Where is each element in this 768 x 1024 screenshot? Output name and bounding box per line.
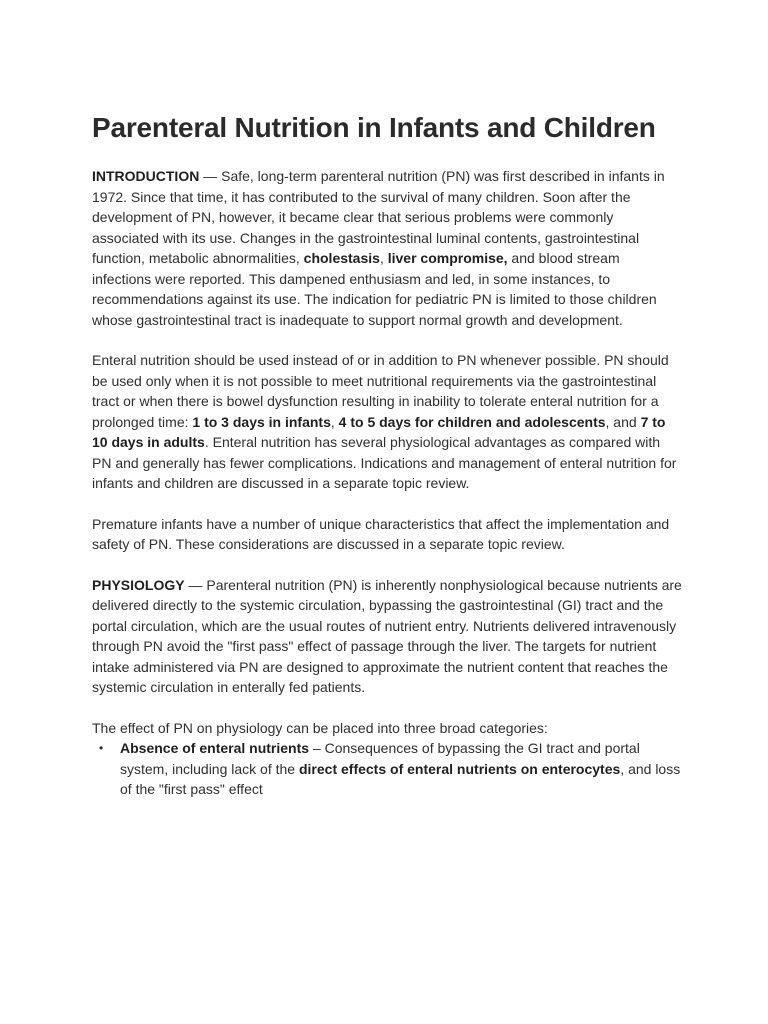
categories-list	[92, 738, 682, 800]
categories-intro-paragraph: The effect of PN on physiology can be placed into three broad categories:	[92, 719, 548, 736]
list-item: • Absence of enteral nutrients – Consequences of bypassing the GI tract and portal system, including lack of the direct effects of enteral nutrients on enterocytes, and loss of the "first pass" effect	[99, 740, 681, 797]
physiology-paragraph: PHYSIOLOGY — Parenteral nutrition (PN) is inherently nonphysiological because nutrients are delivered directly to the systemic circulation, bypassing the gastrointestinal (GI) tract and the portal circulation, which are the usual routes of nutrient entry. Nutrients delivered intravenously through PN avoid the "first pass" effect of passage through the liver. The targets for nutrient intake administered via PN are designed to approximate the nutrient content that reaches the systemic circulation in enterally fed patients.	[92, 576, 682, 695]
page-title: Parenteral Nutrition in Infants and Children	[92, 112, 656, 143]
section-label-introduction: INTRODUCTION	[92, 168, 200, 184]
bullet-icon: •	[99, 741, 104, 755]
enteral-nutrition-paragraph: Enteral nutrition should be used instead of or in addition to PN whenever possible. PN should be used only when it is not possible to meet nutritional requirements via the gastrointestinal tract or when there is bowel dysfunction resulting in inability to tolerate enteral nutrition for a prolonged time: 1 to 3 days in infants, 4 to 5 days for children and adolescents, and 7 to 10 days in adults. Enteral nutrition has several physiological advantages as compared with PN and generally has fewer complications. Indications and management of enteral nutrition for infants and children are discussed in a separate topic review.	[92, 352, 677, 491]
premature-infants-paragraph: Premature infants have a number of unique characteristics that affect the implementation and safety of PN. These considerations are discussed in a separate topic review.	[92, 515, 670, 552]
article-body	[92, 108, 682, 800]
introduction-paragraph: INTRODUCTION — Safe, long-term parenteral nutrition (PN) was first described in infants in 1972. Since that time, it has contributed to the survival of many children. Soon after the development of PN, however, it became clear that serious problems were commonly associated with its use. Changes in the gastrointestinal luminal contents, gastrointestinal function, metabolic abnormalities, cholestasis, liver compromise, and blood stream infections were reported. This dampened enthusiasm and led, in some instances, to recommendations against its use. The indication for pediatric PN is limited to those children whose gastrointestinal tract is inadequate to support normal growth and development.	[92, 168, 665, 328]
section-label-physiology: PHYSIOLOGY	[92, 576, 185, 593]
